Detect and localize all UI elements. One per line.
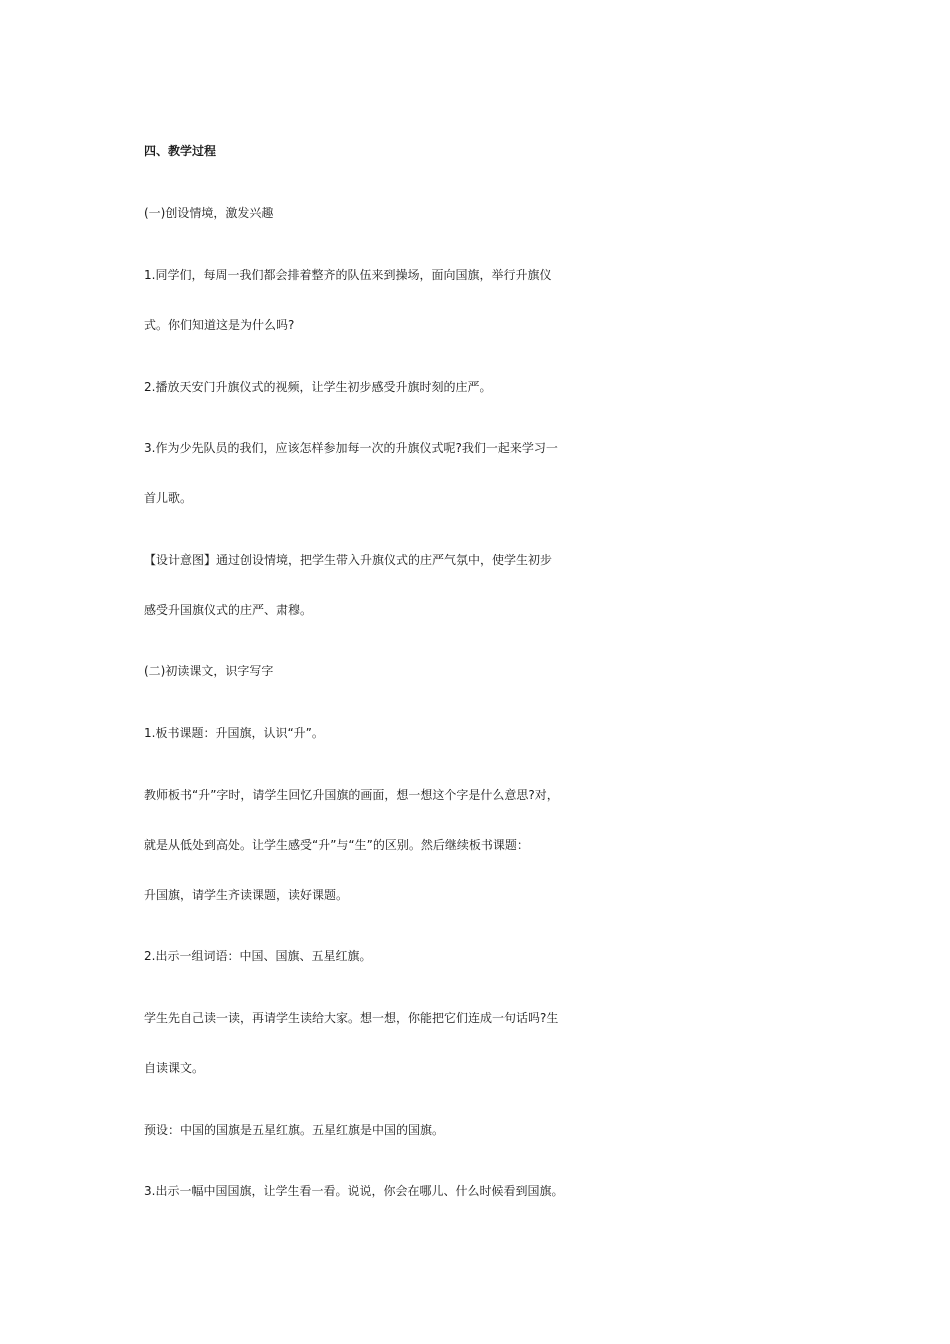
step-1: 1.板书课题：升国旗，认识“升”。 [144,726,324,740]
preset-answer: 预设：中国的国旗是五星红旗。五星红旗是中国的国旗。 [144,1123,445,1137]
step-2-detail-line-2: 自读课文。 [144,1061,205,1075]
part2-title: (二)初读课文，识字写字 [144,664,274,678]
step-1-detail-line-2: 就是从低处到高处。让学生感受“升”与“生”的区别。然后继续板书课题： [144,838,529,852]
paragraph-2: 2.播放天安门升旗仪式的视频，让学生初步感受升旗时刻的庄严。 [144,380,492,394]
paragraph-1-line-1: 1.同学们，每周一我们都会排着整齐的队伍来到操场，面向国旗，举行升旗仪 [144,268,552,282]
step-2-detail-line-1: 学生先自己读一读，再请学生读给大家。想一想，你能把它们连成一句话吗?生 [144,1011,559,1025]
section-title: 四、教学过程 [144,144,217,158]
design-intent-line-1: 【设计意图】通过创设情境，把学生带入升旗仪式的庄严气氛中，使学生初步 [144,553,553,567]
step-2: 2.出示一组词语：中国、国旗、五星红旗。 [144,949,372,963]
paragraph-3-line-1: 3.作为少先队员的我们，应该怎样参加每一次的升旗仪式呢?我们一起来学习一 [144,441,558,455]
part1-title: (一)创设情境，激发兴趣 [144,206,274,220]
step-1-detail-line-1: 教师板书“升”字时，请学生回忆升国旗的画面，想一想这个字是什么意思?对， [144,788,559,802]
paragraph-1-line-2: 式。你们知道这是为什么吗? [144,318,295,332]
design-intent-line-2: 感受升国旗仪式的庄严、肃穆。 [144,603,313,617]
step-3: 3.出示一幅中国国旗，让学生看一看。说说，你会在哪儿、什么时候看到国旗。 [144,1184,564,1198]
step-1-detail-line-3: 升国旗，请学生齐读课题，读好课题。 [144,888,349,902]
paragraph-3-line-2: 首儿歌。 [144,491,193,505]
